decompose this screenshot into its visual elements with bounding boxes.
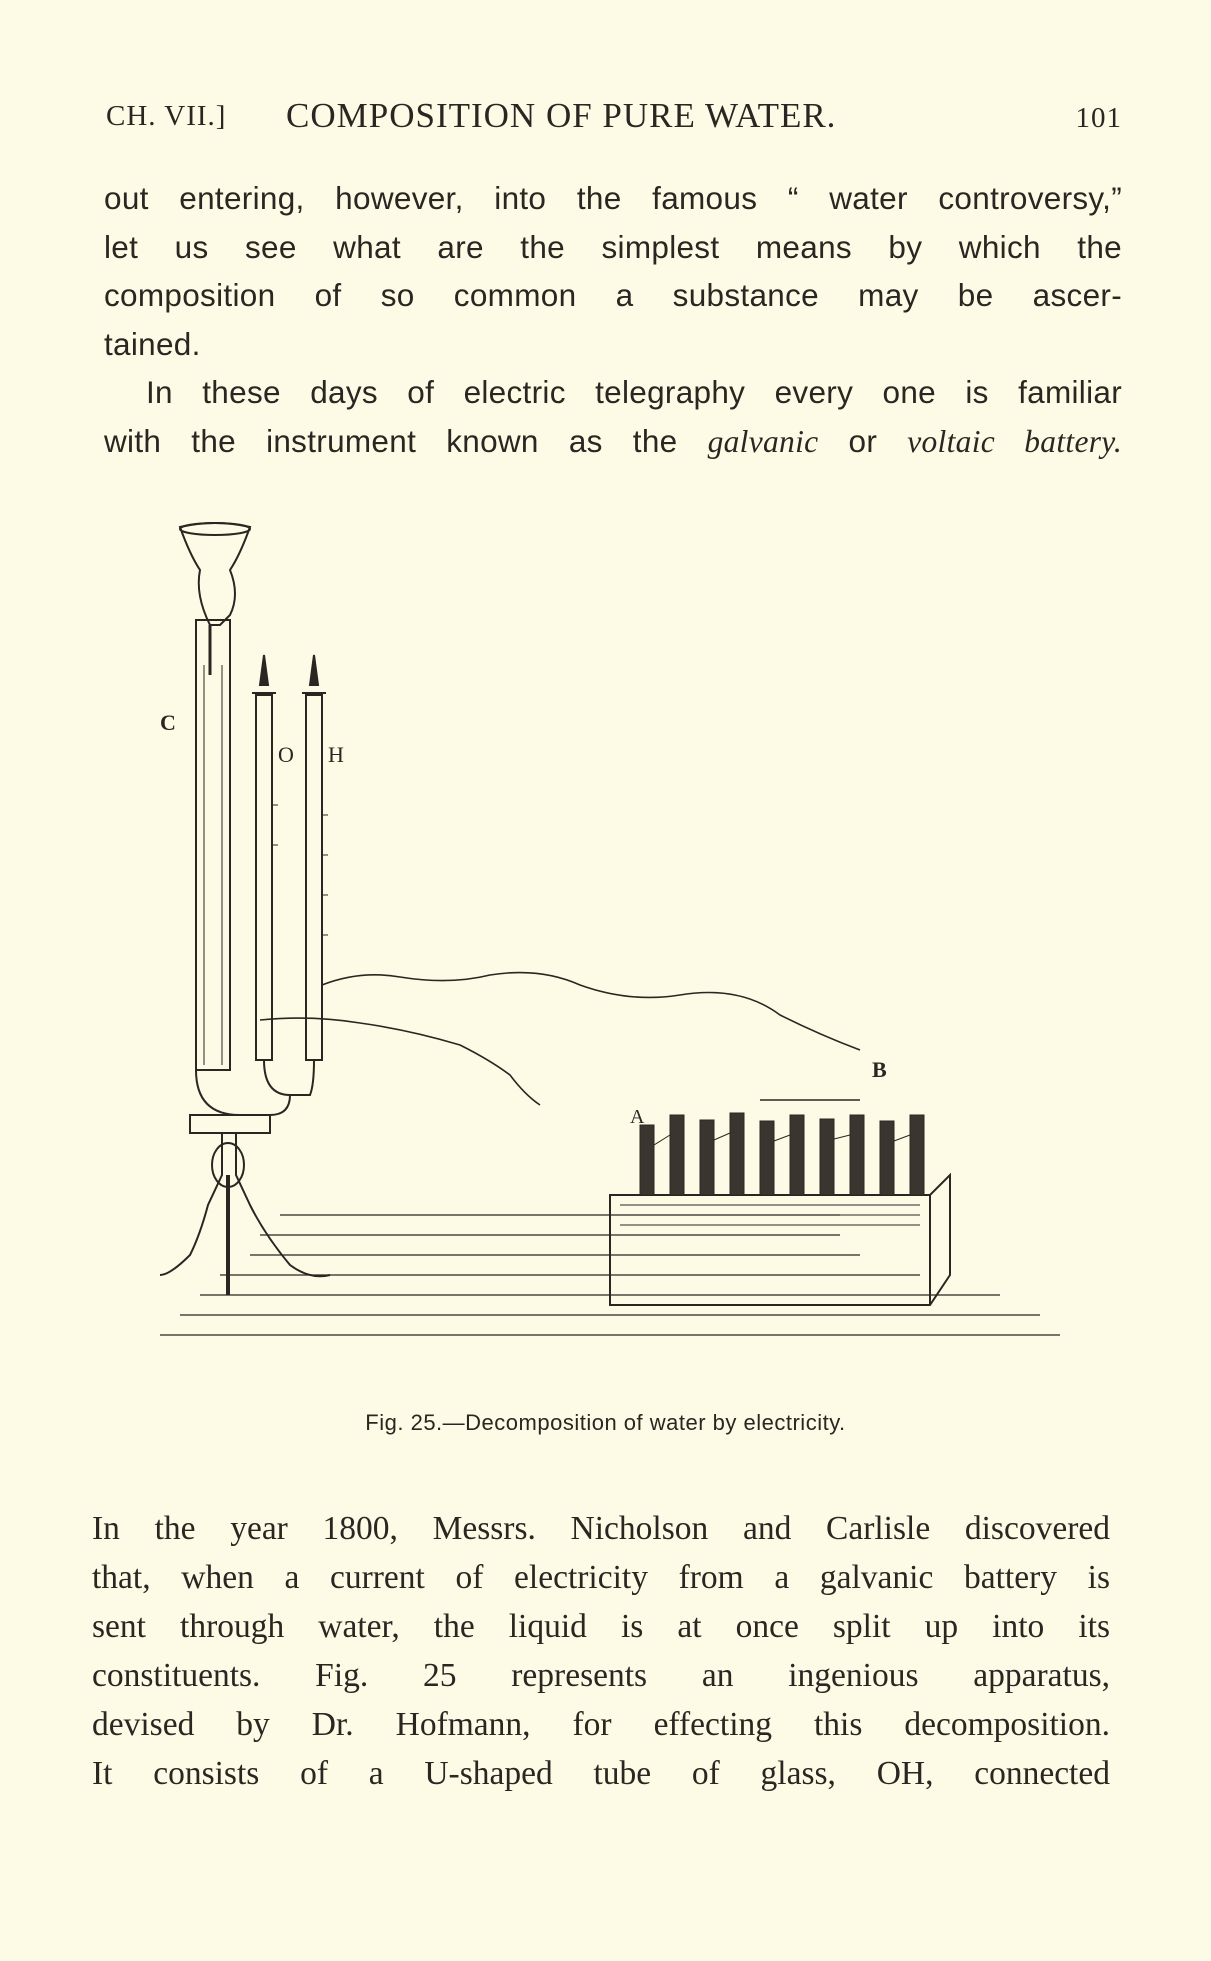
figure-caption: Fig. 25.—Decomposition of water by electricity. <box>365 1410 846 1435</box>
text-line: In the year 1800, Messrs. Nicholson and Carlisle discovered <box>92 1510 1110 1547</box>
emphasis-galvanic: galvanic <box>707 423 819 459</box>
text-line: In these days of electric telegraphy every one is familiar <box>146 374 1122 410</box>
text-block-bottom <box>92 1504 1110 1798</box>
text-line: let us see what are the simplest means by which the <box>104 228 1122 265</box>
label-o: O <box>278 742 294 767</box>
text-line: composition of so common a substance may be ascer- <box>104 277 1122 313</box>
text-line-with-emphasis <box>104 417 1122 466</box>
text-fragment: or <box>818 422 908 459</box>
label-h: H <box>328 742 344 767</box>
chapter-ref: CH. VII.] <box>106 100 227 132</box>
text-line: tained. <box>104 325 201 362</box>
label-c: C <box>160 710 176 735</box>
text-fragment: with the instrument known as the <box>104 422 708 459</box>
text-block-top <box>104 174 1122 465</box>
text-line: devised by Dr. Hofmann, for effecting this decomposition. <box>92 1706 1110 1743</box>
text-line: that, when a current of electricity from a galvanic battery is <box>92 1559 1110 1596</box>
running-header <box>106 96 1122 144</box>
text-line: constituents. Fig. 25 represents an ingenious apparatus, <box>92 1657 1110 1694</box>
text-line: out entering, however, into the famous “ water controversy,” <box>104 180 1122 216</box>
label-a: A <box>630 1106 645 1128</box>
label-b: B <box>872 1057 887 1082</box>
text-line: It consists of a U-shaped tube of glass, OH, connected <box>92 1755 1110 1792</box>
text-line: sent through water, the liquid is at once split up into its <box>92 1608 1110 1645</box>
emphasis-voltaic-battery: voltaic battery. <box>907 423 1123 459</box>
page-title: COMPOSITION OF PURE WATER. <box>286 96 837 135</box>
apparatus-illustration <box>160 515 1060 1385</box>
page-number: 101 <box>1075 102 1122 134</box>
